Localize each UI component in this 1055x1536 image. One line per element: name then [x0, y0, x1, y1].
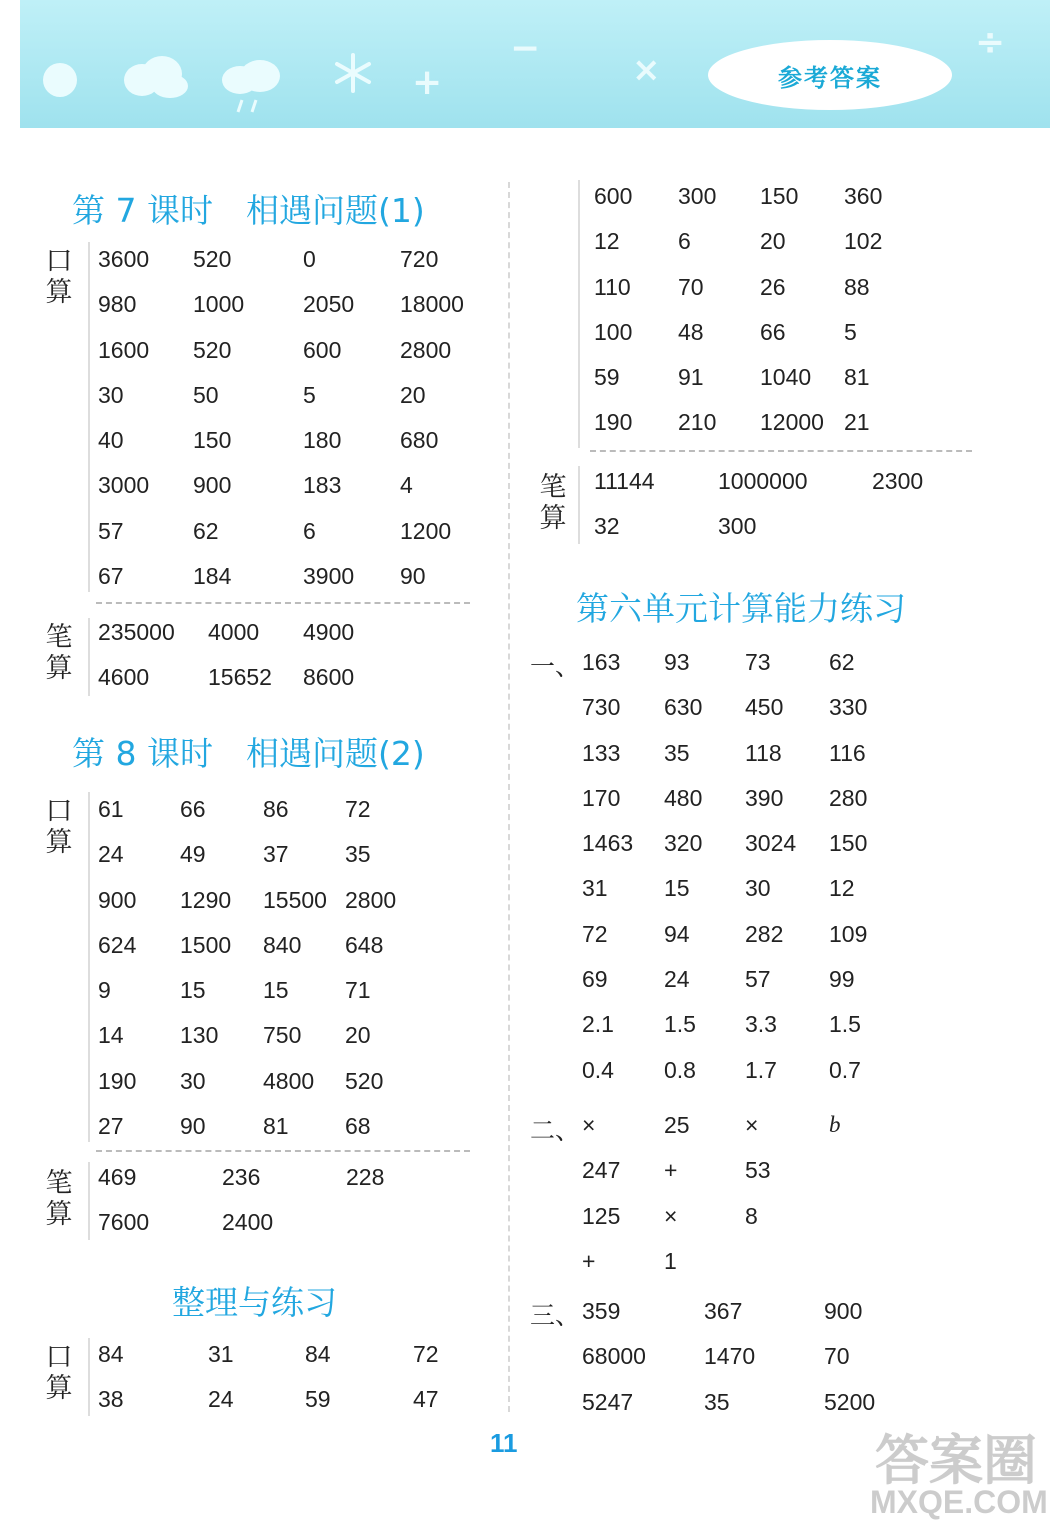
- answer-cell: 3024: [745, 830, 797, 857]
- answer-cell: 12: [594, 228, 620, 255]
- answer-cell: 116: [829, 739, 866, 766]
- answer-cell: 15: [263, 977, 289, 1004]
- answer-cell: 360: [844, 183, 883, 209]
- answer-cell: 390: [745, 784, 784, 811]
- answer-cell: 25: [664, 1112, 690, 1138]
- answer-cell: 15: [664, 875, 690, 902]
- answer-cell: 190: [98, 1067, 137, 1094]
- answer-cell: 57: [98, 517, 124, 544]
- section-bar: [578, 466, 580, 544]
- section-separator: [96, 602, 470, 604]
- section-bar: [88, 242, 90, 592]
- answer-cell: 31: [582, 875, 608, 902]
- answer-cell: 300: [678, 183, 717, 209]
- answer-cell: 236: [222, 1164, 261, 1190]
- kousuan-label: 口算: [45, 1342, 73, 1404]
- watermark-url: MXQE.COM: [870, 1484, 1048, 1520]
- answer-cell: 61: [98, 796, 124, 822]
- answer-cell: 12000: [760, 409, 824, 436]
- answer-cell: 2800: [400, 336, 452, 363]
- answer-cell: 30: [745, 875, 771, 902]
- answer-cell: 5247: [582, 1388, 634, 1415]
- sun-icon: [42, 62, 78, 98]
- answer-cell: 750: [263, 1022, 302, 1049]
- answer-cell: 100: [594, 318, 633, 345]
- answer-cell: 2.1: [582, 1011, 614, 1038]
- bisuan-label: 笔算: [45, 622, 73, 684]
- answer-cell: 7600: [98, 1209, 150, 1236]
- answer-cell: 62: [829, 649, 855, 675]
- answer-cell: 90: [400, 563, 426, 590]
- rain-cloud-icon: [218, 56, 288, 114]
- answer-cell: 600: [303, 336, 342, 363]
- answer-cell: 1600: [98, 336, 150, 363]
- answer-cell: 520: [345, 1067, 384, 1094]
- answer-cell: 900: [98, 886, 137, 913]
- part-two-label: 二、: [530, 1116, 581, 1145]
- answer-cell: 90: [180, 1113, 206, 1140]
- answer-cell: 163: [582, 649, 621, 675]
- answer-badge-text: 参考答案: [778, 63, 882, 92]
- answer-cell: 62: [193, 517, 219, 544]
- watermark-logo: [870, 1418, 1050, 1528]
- answer-cell: 150: [760, 183, 799, 209]
- answer-cell: 32: [594, 513, 620, 540]
- answer-cell: 1040: [760, 364, 812, 391]
- answer-cell: 71: [345, 977, 371, 1004]
- answer-cell: 600: [594, 183, 633, 209]
- answer-cell: 1200: [400, 517, 452, 544]
- answer-cell: 110: [594, 273, 631, 300]
- times-icon: ×: [632, 50, 661, 90]
- answer-cell: 38: [98, 1386, 124, 1413]
- answer-cell: 72: [413, 1341, 439, 1367]
- answer-cell: 94: [664, 920, 690, 947]
- answer-cell: 4000: [208, 619, 260, 645]
- answer-cell: 3000: [98, 472, 150, 499]
- answer-cell: 27: [98, 1113, 124, 1140]
- answer-cell: 0: [303, 246, 316, 272]
- answer-cell: 183: [303, 472, 342, 499]
- answer-cell: 15500: [263, 886, 327, 913]
- answer-cell: 20: [345, 1022, 371, 1049]
- answer-cell: 14: [98, 1022, 124, 1049]
- answer-cell: 170: [582, 784, 621, 811]
- section-bar: [88, 792, 90, 1142]
- answer-cell: 1000: [193, 291, 245, 318]
- kousuan-label: 口算: [45, 796, 73, 858]
- answer-cell: +: [664, 1157, 678, 1184]
- answer-cell: 49: [180, 841, 206, 868]
- part-three-label: 三、: [530, 1301, 581, 1330]
- answer-cell: 282: [745, 920, 784, 947]
- answer-cell: 720: [400, 246, 439, 272]
- answer-cell: 30: [98, 381, 124, 408]
- answer-cell: 9: [98, 977, 111, 1004]
- answer-cell: 730: [582, 694, 621, 721]
- answer-cell: 125: [582, 1202, 621, 1229]
- answer-cell: 24: [664, 966, 690, 993]
- answer-cell: 130: [180, 1022, 219, 1049]
- answer-cell: 35: [704, 1388, 730, 1415]
- answer-cell: 37: [263, 841, 289, 868]
- answer-cell: 30: [180, 1067, 206, 1094]
- answer-cell: 5: [844, 318, 857, 345]
- snowflake-icon: [332, 52, 374, 94]
- answer-cell: 320: [664, 830, 703, 857]
- answer-cell: 20: [400, 381, 426, 408]
- section-title: 第 7 课时 相遇问题(1): [72, 191, 425, 230]
- answer-cell: 4900: [303, 619, 355, 645]
- section-separator: [590, 450, 972, 452]
- divide-icon: ÷: [975, 22, 1006, 63]
- answer-cell: 150: [193, 427, 232, 454]
- answer-cell: 630: [664, 694, 703, 721]
- answer-cell: 102: [844, 228, 883, 255]
- section-bar: [578, 180, 580, 448]
- answer-cell: 18000: [400, 291, 464, 318]
- answer-cell: 99: [829, 966, 855, 993]
- answer-cell: 70: [824, 1343, 850, 1370]
- answer-cell: 2050: [303, 291, 355, 318]
- answer-cell: 1: [664, 1247, 677, 1274]
- answer-cell: 359: [582, 1298, 621, 1324]
- column-divider: [508, 182, 510, 1412]
- answer-cell: 81: [844, 364, 870, 391]
- answer-cell: 88: [844, 273, 870, 300]
- answer-cell: ×: [664, 1202, 678, 1229]
- answer-cell: 210: [678, 409, 717, 436]
- answer-cell: 3600: [98, 246, 150, 272]
- answer-cell: 15: [180, 977, 206, 1004]
- answer-cell: 1500: [180, 931, 232, 958]
- section-separator: [96, 1150, 470, 1152]
- answer-cell: 520: [193, 246, 232, 272]
- answer-cell: 72: [582, 920, 608, 947]
- answer-cell: 300: [718, 513, 757, 540]
- answer-cell: 4: [400, 472, 413, 499]
- answer-cell: 70: [678, 273, 704, 300]
- answer-cell: 520: [193, 336, 232, 363]
- answer-cell: 59: [594, 364, 620, 391]
- answer-cell: 53: [745, 1157, 771, 1184]
- answer-cell: 680: [400, 427, 439, 454]
- section-bar: [88, 1162, 90, 1240]
- answer-cell: 648: [345, 931, 384, 958]
- answer-cell: 66: [760, 318, 786, 345]
- answer-cell: 84: [98, 1341, 124, 1367]
- answer-cell: 73: [745, 649, 771, 675]
- answer-cell: +: [582, 1247, 596, 1274]
- answer-cell: 1290: [180, 886, 232, 913]
- answer-cell: 280: [829, 784, 868, 811]
- answer-cell: 11144: [594, 468, 655, 494]
- answer-cell: b: [829, 1112, 841, 1137]
- answer-cell: 900: [824, 1298, 863, 1324]
- answer-cell: 367: [704, 1298, 743, 1324]
- answer-cell: 21: [844, 409, 870, 436]
- answer-cell: 57: [745, 966, 771, 993]
- answer-cell: 8: [745, 1202, 758, 1229]
- answer-cell: 66: [180, 796, 206, 822]
- section-bar: [88, 618, 90, 696]
- section-title: 第六单元计算能力练习: [576, 589, 906, 628]
- answer-cell: 1000000: [718, 468, 808, 494]
- answer-cell: 59: [305, 1386, 331, 1413]
- answer-cell: 68000: [582, 1343, 646, 1370]
- answer-cell: 133: [582, 739, 621, 766]
- answer-cell: 118: [745, 739, 782, 766]
- answer-cell: 190: [594, 409, 633, 436]
- answer-cell: 50: [193, 381, 219, 408]
- answer-cell: 81: [263, 1113, 289, 1140]
- answer-cell: 86: [263, 796, 289, 822]
- answer-cell: 31: [208, 1341, 234, 1367]
- answer-cell: 109: [829, 920, 868, 947]
- watermark-text: 答案圈: [875, 1429, 1037, 1492]
- answer-cell: 72: [345, 796, 371, 822]
- answer-cell: 12: [829, 875, 855, 902]
- answer-cell: 228: [346, 1164, 385, 1190]
- answer-cell: 480: [664, 784, 703, 811]
- answer-cell: 330: [829, 694, 868, 721]
- bisuan-label: 笔算: [539, 472, 567, 534]
- answer-cell: 1.7: [745, 1056, 777, 1083]
- answer-cell: 4600: [98, 664, 150, 691]
- answer-cell: 1.5: [829, 1011, 861, 1038]
- answer-cell: 84: [305, 1341, 331, 1367]
- answer-cell: 0.8: [664, 1056, 696, 1083]
- answer-cell: 450: [745, 694, 784, 721]
- answer-cell: ×: [745, 1112, 759, 1138]
- answer-cell: 3900: [303, 563, 355, 590]
- answer-cell: 2800: [345, 886, 397, 913]
- kousuan-label: 口算: [45, 246, 73, 308]
- answer-cell: 900: [193, 472, 232, 499]
- answer-cell: 980: [98, 291, 137, 318]
- answer-cell: 6: [678, 228, 691, 255]
- section-title: 第 8 课时 相遇问题(2): [72, 734, 425, 773]
- answer-cell: 68: [345, 1113, 371, 1140]
- answer-cell: 6: [303, 517, 316, 544]
- plus-icon: +: [412, 62, 443, 103]
- answer-cell: 26: [760, 273, 786, 300]
- answer-cell: 624: [98, 931, 137, 958]
- answer-cell: 24: [98, 841, 124, 868]
- answer-cell: 2400: [222, 1209, 274, 1236]
- minus-icon: −: [510, 28, 541, 69]
- answer-cell: 4800: [263, 1067, 315, 1094]
- answer-cell: 184: [193, 563, 232, 590]
- answer-cell: 91: [678, 364, 704, 391]
- answer-cell: 0.4: [582, 1056, 614, 1083]
- answer-cell: 8600: [303, 664, 355, 691]
- answer-cell: 0.7: [829, 1056, 861, 1083]
- answer-cell: 150: [829, 830, 868, 857]
- answer-cell: 5: [303, 381, 316, 408]
- answer-cell: 35: [345, 841, 371, 868]
- answer-cell: 40: [98, 427, 124, 454]
- answer-cell: 93: [664, 649, 690, 675]
- answer-cell: 5200: [824, 1388, 876, 1415]
- answer-cell: 1.5: [664, 1011, 696, 1038]
- answer-cell: 840: [263, 931, 302, 958]
- answer-cell: 1470: [704, 1343, 756, 1370]
- section-title: 整理与练习: [172, 1283, 337, 1322]
- answer-cell: 247: [582, 1157, 621, 1184]
- answer-cell: 1463: [582, 830, 634, 857]
- answer-cell: 67: [98, 563, 124, 590]
- cloud-icon: [120, 52, 190, 100]
- answer-cell: 180: [303, 427, 342, 454]
- answer-cell: 3.3: [745, 1011, 777, 1038]
- answer-cell: 469: [98, 1164, 137, 1190]
- page-number: 11: [490, 1428, 518, 1458]
- answer-cell: 2300: [872, 468, 924, 494]
- answer-cell: 20: [760, 228, 786, 255]
- answer-cell: ×: [582, 1112, 596, 1138]
- section-bar: [88, 1338, 90, 1416]
- answer-cell: 15652: [208, 664, 272, 691]
- answer-cell: 35: [664, 739, 690, 766]
- answer-cell: 235000: [98, 619, 175, 645]
- bisuan-label: 笔算: [45, 1168, 73, 1230]
- answer-cell: 48: [678, 318, 704, 345]
- answer-cell: 69: [582, 966, 608, 993]
- answer-cell: 47: [413, 1386, 439, 1413]
- answer-badge: [708, 40, 952, 110]
- answer-cell: 24: [208, 1386, 234, 1413]
- part-one-label: 一、: [530, 652, 581, 681]
